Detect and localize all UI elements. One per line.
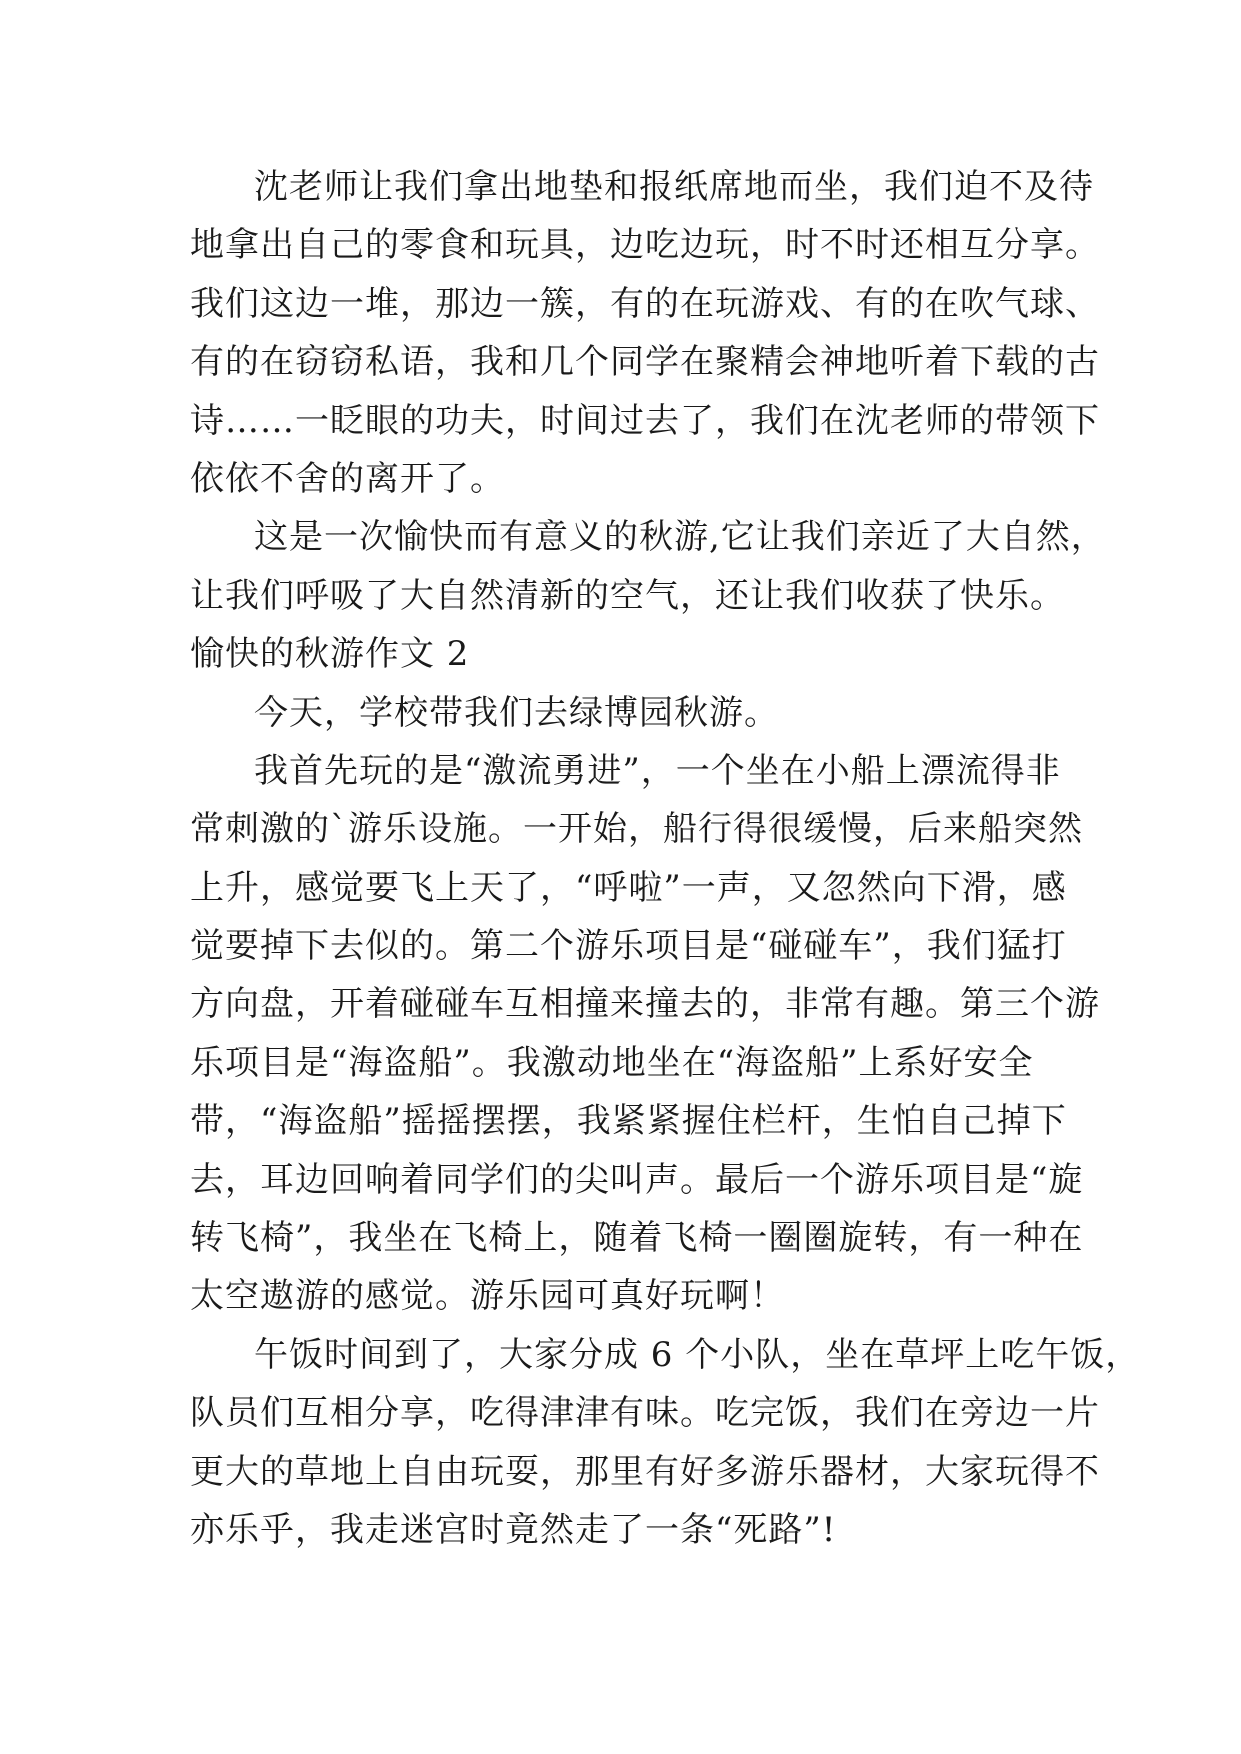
text-line: 让我们呼吸了大自然清新的空气，还让我们收获了快乐。	[190, 575, 1065, 616]
text-line: 有的在窃窃私语，我和几个同学在聚精会神地听着下载的古	[190, 342, 1100, 383]
text-line: 我首先玩的是“激流勇进”，一个坐在小船上漂流得非	[254, 750, 1061, 791]
text-line: 太空遨游的感觉。游乐园可真好玩啊！	[190, 1276, 785, 1317]
text-line: 沈老师让我们拿出地垫和报纸席地而坐，我们迫不及待	[254, 167, 1094, 207]
text-line: 午饭时间到了，大家分成 6 个小队，坐在草坪上吃午饭，	[254, 1334, 1141, 1375]
text-line: 队员们互相分享，吃得津津有味。吃完饭，我们在旁边一片	[190, 1393, 1100, 1434]
text-line: 亦乐乎，我走迷宫时竟然走了一条“死路”!	[190, 1509, 837, 1550]
text-line: 乐项目是“海盗船”。我激动地坐在“海盗船”上系好安全	[190, 1042, 1034, 1083]
text-line: 更大的草地上自由玩耍，那里有好多游乐器材，大家玩得不	[190, 1451, 1100, 1492]
text-line: 这是一次愉快而有意义的秋游,它让我们亲近了大自然，	[254, 517, 1106, 558]
text-line: 今天，学校带我们去绿博园秋游。	[254, 692, 779, 733]
text-line: 诗……一眨眼的功夫，时间过去了，我们在沈老师的带领下	[190, 400, 1100, 441]
text-line: 我们这边一堆，那边一簇，有的在玩游戏、有的在吹气球、	[190, 283, 1100, 324]
text-line: 地拿出自己的零食和玩具，边吃边玩，时不时还相互分享。	[190, 225, 1100, 266]
text-line: 常刺激的`游乐设施。一开始，船行得很缓慢，后来船突然	[190, 809, 1083, 850]
text-line: 上升，感觉要飞上天了，“呼啦”一声，又忽然向下滑，感	[190, 867, 1067, 908]
text-line: 依依不舍的离开了。	[190, 458, 505, 499]
text-line: 方向盘，开着碰碰车互相撞来撞去的，非常有趣。第三个游	[190, 984, 1100, 1025]
text-line: 愉快的秋游作文 2	[190, 634, 470, 675]
text-line: 带，“海盗船”摇摇摆摆，我紧紧握住栏杆，生怕自己掉下	[190, 1101, 1067, 1142]
text-line: 觉要掉下去似的。第二个游乐项目是“碰碰车”，我们猛打	[190, 926, 1067, 967]
text-line: 转飞椅”，我坐在飞椅上，随着飞椅一圈圈旋转，有一种在	[190, 1218, 1084, 1259]
document-body	[190, 158, 1141, 1559]
text-line: 去，耳边回响着同学们的尖叫声。最后一个游乐项目是“旋	[190, 1159, 1084, 1200]
